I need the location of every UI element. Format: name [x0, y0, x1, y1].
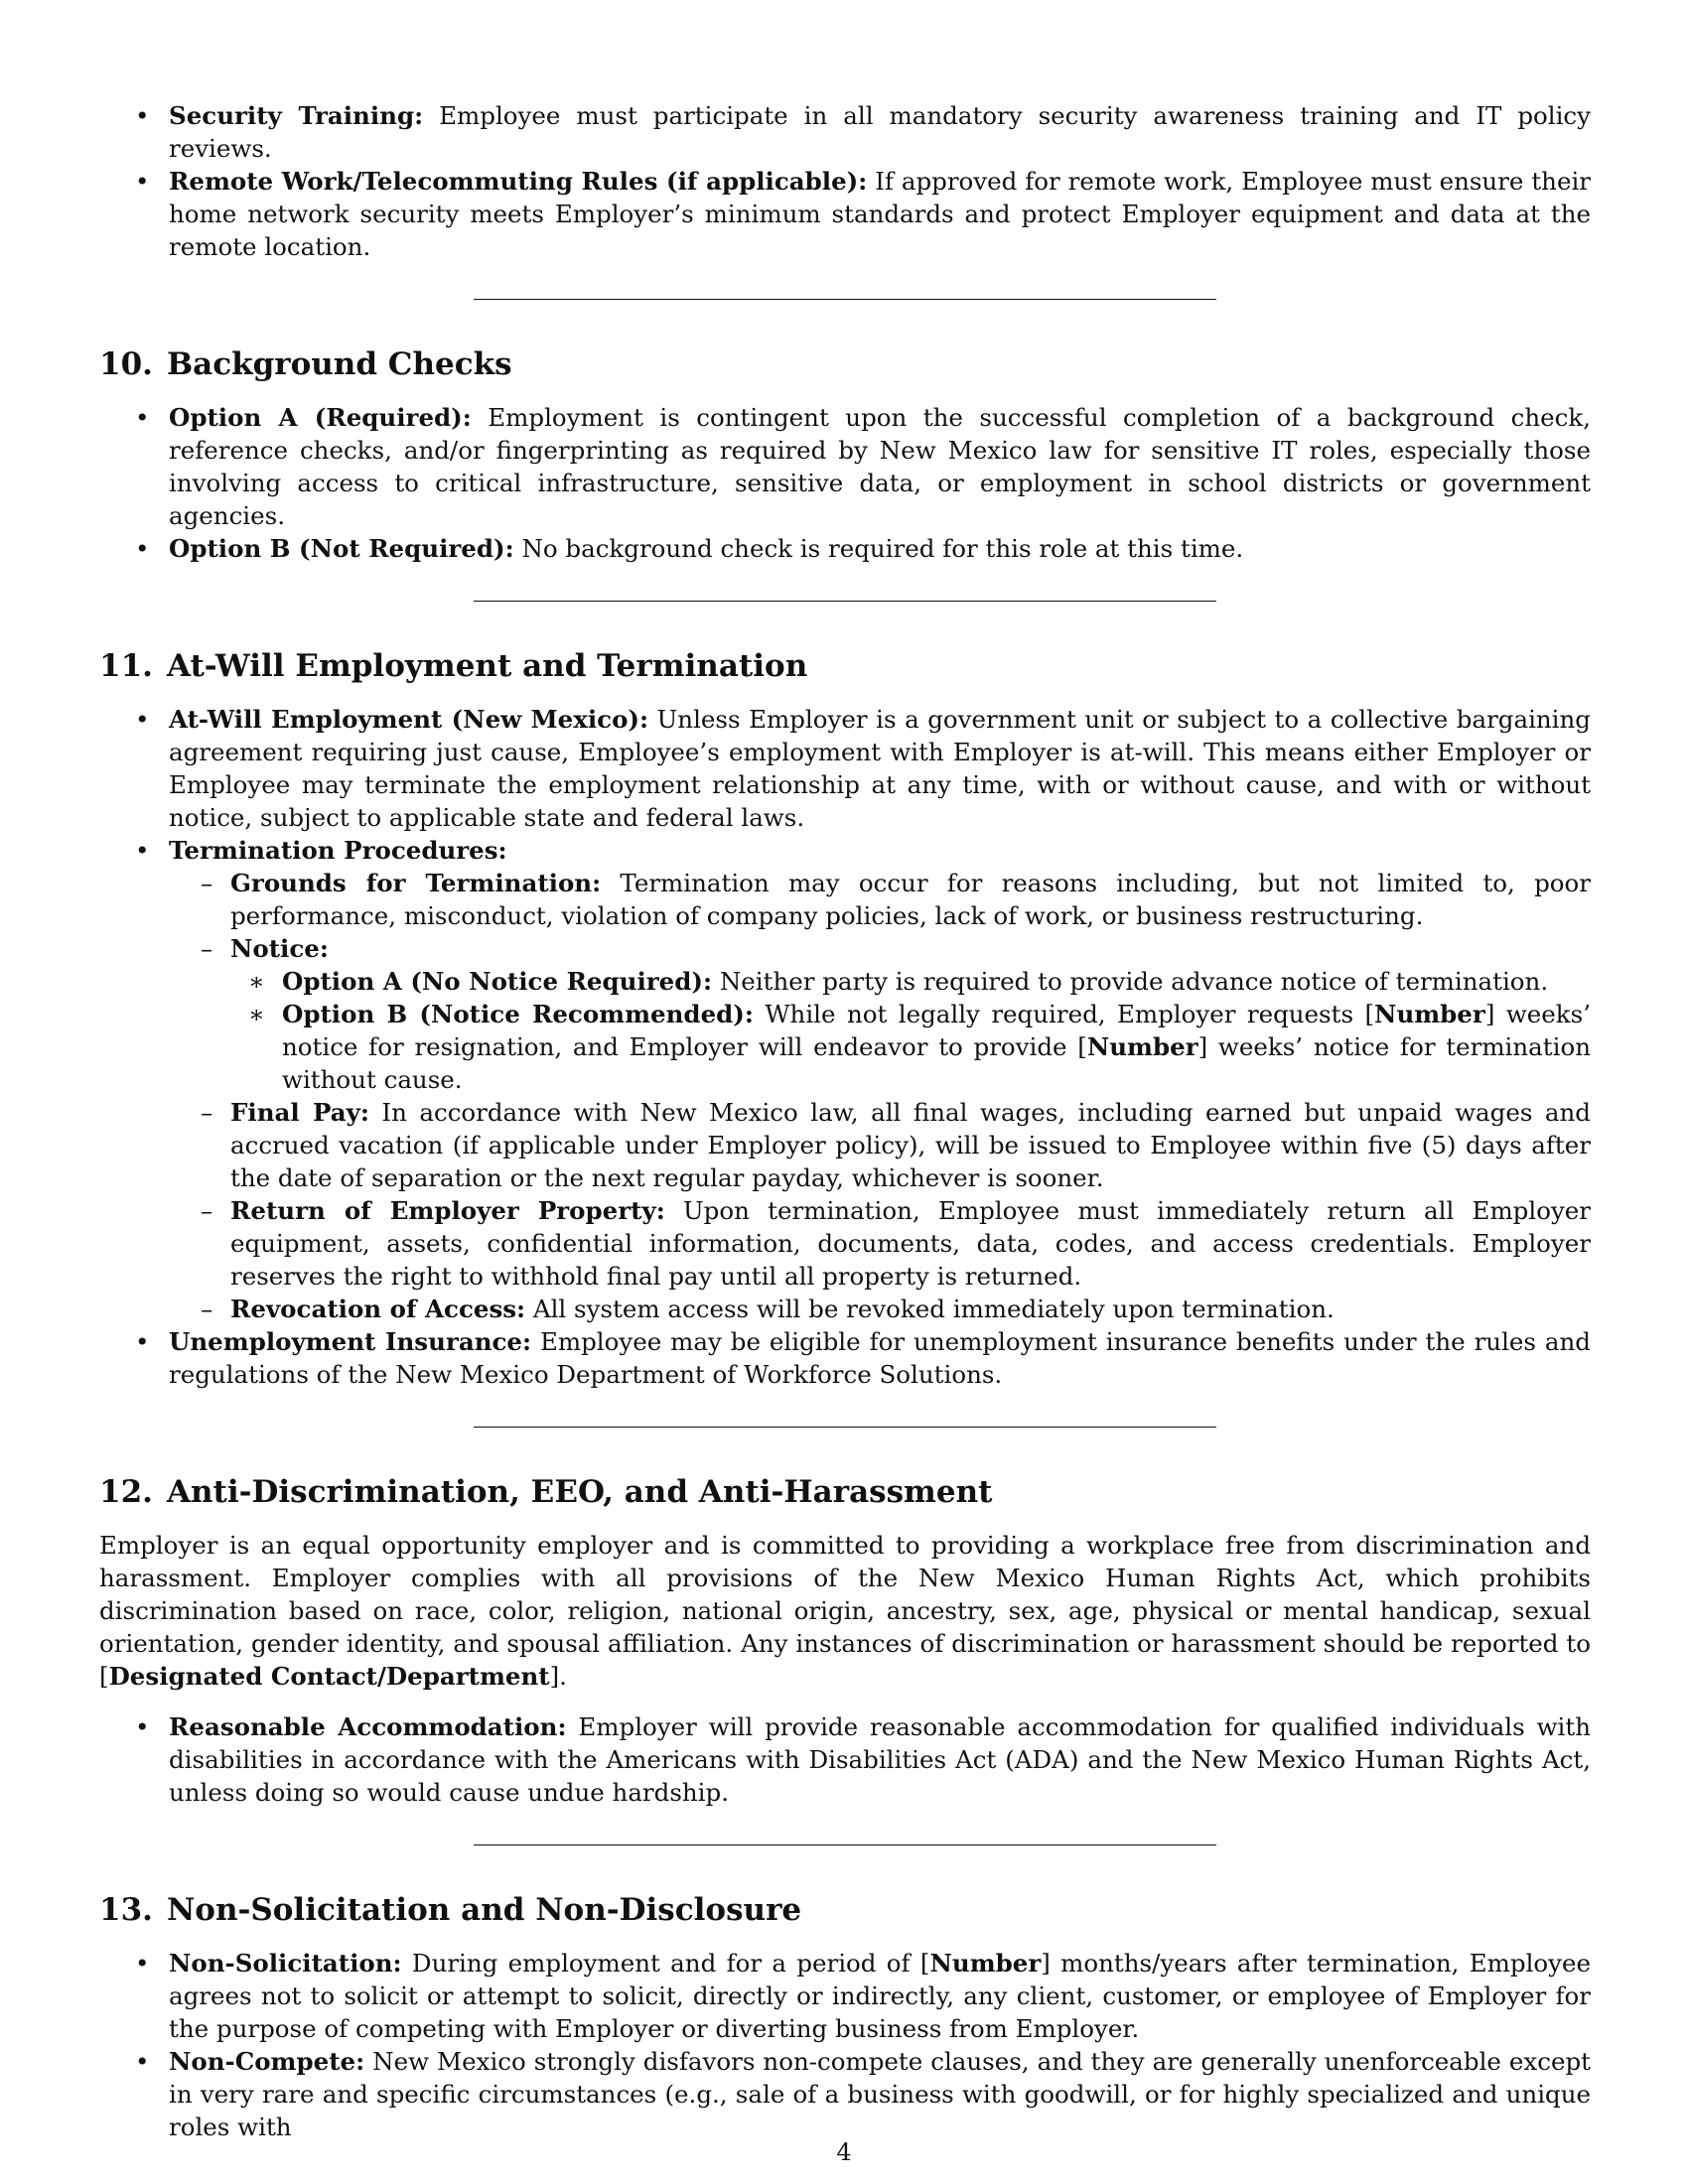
- item-text: Upon termination, Employee must immediately return all Employer equipment, assets, confidential information, documents, data, codes, and access credentials. Employer reserves the right to withhold final pay until all property is returned.: [230, 1196, 1591, 1291]
- item-label: Option B (Not Required):: [169, 534, 514, 563]
- item-text: If approved for remote work, Employee must ensure their home network security meets Employer’s minimum standards and protect Employer equipment and data at the remote location.: [169, 167, 1591, 261]
- section-divider: [474, 299, 1216, 300]
- paragraph-text: Employer is an equal opportunity employer and is committed to providing a workplace free from discrimination and harassment. Employer complies with all provisions of the New Mexico Human Rights Act, which prohibits discrimination based on race, color, religion, national origin, ancestry, sex, age, physical or mental handicap, sexual orientation, gender identity, and spousal affiliation. Any instances of discrimination or harassment should be reported to [: [99, 1531, 1591, 1691]
- list-item: [169, 1096, 1591, 1194]
- termination-procedures-list: [169, 867, 1591, 1325]
- section-12-paragraph: [99, 1529, 1591, 1693]
- item-label: Option A (No Notice Required):: [282, 967, 713, 996]
- section-10-heading: [99, 345, 1591, 383]
- placeholder-field: Number: [1086, 1032, 1198, 1061]
- item-text: No background check is required for this role at this time.: [513, 534, 1244, 563]
- list-item: [99, 703, 1591, 834]
- item-label: Security Training:: [169, 101, 424, 130]
- section-title: Anti-Discrimination, EEO, and Anti-Harassment: [166, 1474, 993, 1510]
- section-number: 10.: [99, 346, 153, 382]
- list-item: [99, 1947, 1591, 2045]
- section-12-heading: [99, 1473, 1591, 1511]
- item-text: Neither party is required to provide advance notice of termination.: [712, 967, 1549, 996]
- list-item: [169, 932, 1591, 1096]
- section-11-heading: [99, 647, 1591, 685]
- item-label: Option B (Notice Recommended):: [282, 1000, 754, 1028]
- list-item: [230, 998, 1591, 1096]
- item-label: Revocation of Access:: [230, 1295, 526, 1323]
- item-label: Reasonable Accommodation:: [169, 1712, 567, 1741]
- item-label: Final Pay:: [230, 1098, 369, 1127]
- item-text: While not legally required, Employer requests [: [753, 1000, 1375, 1028]
- section-title: Background Checks: [166, 346, 512, 382]
- placeholder-field: Designated Contact/Department: [108, 1662, 550, 1691]
- list-item: [99, 99, 1591, 165]
- section-title: At-Will Employment and Termination: [166, 648, 808, 684]
- item-text: Termination may occur for reasons including, but not limited to, poor performance, misconduct, violation of company policies, lack of work, or business restructuring.: [230, 869, 1591, 930]
- section-number: 13.: [99, 1892, 153, 1928]
- item-label: Termination Procedures:: [169, 836, 507, 865]
- section-10-list: [99, 401, 1591, 565]
- notice-options-list: [230, 965, 1591, 1096]
- item-text: ] weeks’ notice for termination without cause.: [282, 1032, 1591, 1094]
- paragraph-text: ].: [549, 1662, 567, 1691]
- list-item: [99, 2045, 1591, 2143]
- item-text: All system access will be revoked immediately upon termination.: [525, 1295, 1335, 1323]
- item-label: At-Will Employment (New Mexico):: [169, 705, 649, 734]
- section-divider: [474, 1844, 1216, 1845]
- list-item: [99, 532, 1591, 565]
- item-label: Option A (Required):: [169, 403, 472, 432]
- item-text: ] weeks’ notice for resignation, and Employer will endeavor to provide [: [282, 1000, 1591, 1061]
- section-divider: [474, 1427, 1216, 1428]
- section-divider: [474, 601, 1216, 602]
- item-text: During employment and for a period of [: [401, 1949, 930, 1978]
- list-item: [99, 1325, 1591, 1391]
- document-page: [99, 99, 1591, 2143]
- section-11-list: [99, 703, 1591, 1391]
- list-item: [169, 867, 1591, 932]
- section-number: 12.: [99, 1474, 153, 1510]
- item-text: New Mexico strongly disfavors non-compete clauses, and they are generally unenforceable except in very rare and specific circumstances (e.g., sale of a business with goodwill, or for highly specialized and unique roles with: [169, 2047, 1591, 2141]
- item-label: Non-Solicitation:: [169, 1949, 402, 1978]
- section-number: 11.: [99, 648, 153, 684]
- list-item: [99, 165, 1591, 263]
- placeholder-field: Number: [929, 1949, 1042, 1978]
- section-13-heading: [99, 1891, 1591, 1929]
- section-title: Non-Solicitation and Non-Disclosure: [166, 1892, 802, 1928]
- item-text: In accordance with New Mexico law, all final wages, including earned but unpaid wages and accrued vacation (if applicable under Employer policy), will be issued to Employee within five (5) days after the date of separation or the next regular payday, whichever is sooner.: [230, 1098, 1591, 1192]
- page-number: 4: [836, 2138, 852, 2166]
- item-label: Unemployment Insurance:: [169, 1327, 532, 1356]
- placeholder-field: Number: [1374, 1000, 1485, 1028]
- item-label: Remote Work/Telecommuting Rules (if applicable):: [169, 167, 868, 196]
- list-item: [99, 1710, 1591, 1809]
- top-list: [99, 99, 1591, 263]
- item-text: ] months/years after termination, Employee agrees not to solicit or attempt to solicit, directly or indirectly, any client, customer, or employee of Employer for the purpose of competing with Employer or diverting business from Employer.: [169, 1949, 1591, 2043]
- section-13-list: [99, 1947, 1591, 2143]
- section-12-list: [99, 1710, 1591, 1809]
- item-label: Notice:: [230, 934, 329, 963]
- list-item: [230, 965, 1591, 998]
- item-label: Non-Compete:: [169, 2047, 365, 2076]
- item-text: Employee must participate in all mandatory security awareness training and IT policy reviews.: [169, 101, 1591, 163]
- item-text: Unless Employer is a government unit or subject to a collective bargaining agreement requiring just cause, Employee’s employment with Employer is at-will. This means either Employer or Employee may terminate the employment relationship at any time, with or without cause, and with or without notice, subject to applicable state and federal laws.: [169, 705, 1591, 832]
- list-item: [169, 1293, 1591, 1325]
- item-label: Grounds for Termination:: [230, 869, 602, 897]
- item-text: Employee may be eligible for unemployment insurance benefits under the rules and regulations of the New Mexico Department of Workforce Solutions.: [169, 1327, 1591, 1389]
- list-item: [169, 1194, 1591, 1293]
- list-item: [99, 834, 1591, 1325]
- item-text: Employer will provide reasonable accommodation for qualified individuals with disabilities in accordance with the Americans with Disabilities Act (ADA) and the New Mexico Human Rights Act, unless doing so would cause undue hardship.: [169, 1712, 1591, 1807]
- item-text: Employment is contingent upon the successful completion of a background check, reference checks, and/or fingerprinting as required by New Mexico law for sensitive IT roles, especially those involving access to critical infrastructure, sensitive data, or employment in school districts or government agencies.: [169, 403, 1591, 530]
- list-item: [99, 401, 1591, 532]
- item-label: Return of Employer Property:: [230, 1196, 665, 1225]
